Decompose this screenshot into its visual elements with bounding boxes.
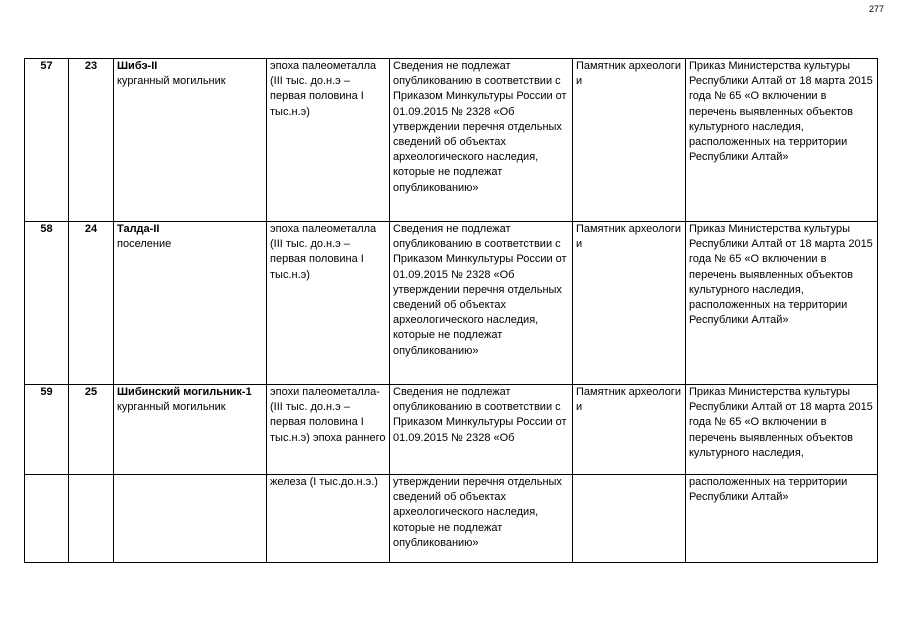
object-name-title: Шибэ-II: [117, 60, 158, 72]
object-name-cell: [114, 475, 267, 563]
object-name-cell: [114, 59, 267, 222]
object-number-cell: [69, 475, 114, 563]
row-number-cell: [25, 475, 69, 563]
row-number-cell: 58: [25, 222, 69, 385]
object-type: поселение: [117, 238, 172, 251]
legal-document-cell: Приказ Министерства культуры Республики Алтай от 18 марта 2015 года № 65 «О включении в перечень выявленных объектов культурного наследия,: [686, 385, 878, 475]
dating-cell: железа (I тыс.до.н.э.): [267, 475, 390, 563]
object-type: курганный могильник: [117, 401, 226, 414]
object-number-cell: 24: [69, 222, 114, 385]
object-number-cell: 25: [69, 385, 114, 475]
location-info-cell: Сведения не подлежат опубликованию в соответствии с Приказом Минкультуры России от 01.09.2015 № 2328 «Об утверждении перечня отдельных сведений об объектах археологического наследия, которые не подлежат опубликованию»: [390, 59, 573, 222]
dating-cell: эпоха палеометалла (III тыс. до.н.э – первая половина I тыс.н.э): [267, 222, 390, 385]
table-row: [25, 222, 878, 385]
legal-document-cell: расположенных на территории Республики Алтай»: [686, 475, 878, 563]
dating-cell: эпохи палеометалла- (III тыс. до.н.э – первая половина I тыс.н.э) эпоха раннего: [267, 385, 390, 475]
table-row: [25, 385, 878, 475]
row-number-cell: 57: [25, 59, 69, 222]
category-cell: Памятник археологи и: [573, 385, 686, 475]
object-name-title: Талда-II: [117, 223, 160, 235]
location-info-cell: утверждении перечня отдельных сведений об объектах археологического наследия, которые не подлежат опубликованию»: [390, 475, 573, 563]
table-row: [25, 59, 878, 222]
category-cell: [573, 475, 686, 563]
object-type: курганный могильник: [117, 75, 226, 88]
heritage-registry-table: [24, 58, 878, 563]
row-number-cell: 59: [25, 385, 69, 475]
location-info-cell: Сведения не подлежат опубликованию в соответствии с Приказом Минкультуры России от 01.09.2015 № 2328 «Об утверждении перечня отдельных сведений об объектах археологического наследия, которые не подлежат опубликованию»: [390, 222, 573, 385]
dating-cell: эпоха палеометалла (III тыс. до.н.э – первая половина I тыс.н.э): [267, 59, 390, 222]
category-cell: Памятник археологи и: [573, 59, 686, 222]
table-row: [25, 475, 878, 563]
object-name-cell: [114, 385, 267, 475]
page-number: 277: [868, 4, 884, 14]
object-name-cell: [114, 222, 267, 385]
object-name-title: Шибинский могильник-1: [117, 386, 252, 398]
legal-document-cell: Приказ Министерства культуры Республики Алтай от 18 марта 2015 года № 65 «О включении в перечень выявленных объектов культурного наследия, расположенных на территории Республики Алтай»: [686, 222, 878, 385]
object-number-cell: 23: [69, 59, 114, 222]
category-cell: Памятник археологи и: [573, 222, 686, 385]
legal-document-cell: Приказ Министерства культуры Республики Алтай от 18 марта 2015 года № 65 «О включении в перечень выявленных объектов культурного наследия, расположенных на территории Республики Алтай»: [686, 59, 878, 222]
location-info-cell: Сведения не подлежат опубликованию в соответствии с Приказом Минкультуры России от 01.09.2015 № 2328 «Об: [390, 385, 573, 475]
